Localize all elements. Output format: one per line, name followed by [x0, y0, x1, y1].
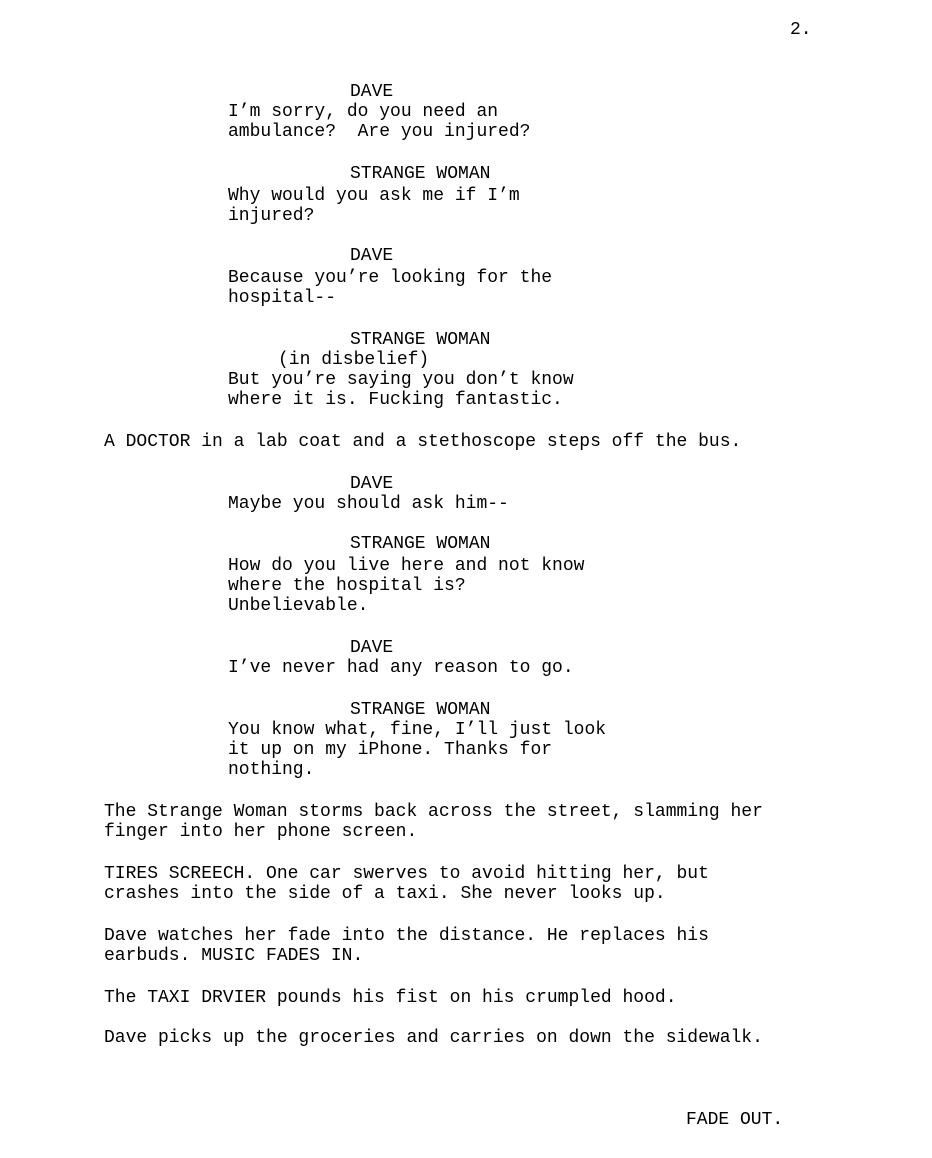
dialogue-dave: Because you’re looking for the hospital-- — [228, 268, 553, 308]
action-line: The Strange Woman storms back across the street, slamming her finger into her phone screen. — [104, 802, 763, 842]
character-strange-woman: STRANGE WOMAN — [350, 534, 491, 554]
dialogue-dave: Maybe you should ask him-- — [228, 494, 509, 514]
action-line: TIRES SCREECH. One car swerves to avoid hitting her, but crashes into the side of a taxi. She never looks up. — [104, 864, 709, 904]
action-line: The TAXI DRVIER pounds his fist on his crumpled hood. — [104, 988, 677, 1008]
dialogue-dave: I’m sorry, do you need an ambulance? Are you injured? — [228, 102, 531, 142]
character-strange-woman: STRANGE WOMAN — [350, 164, 491, 184]
character-dave: DAVE — [350, 82, 394, 102]
dialogue-strange-woman: You know what, fine, I’ll just look it up on my iPhone. Thanks for nothing. — [228, 720, 607, 780]
dialogue-strange-woman: But you’re saying you don’t know where it is. Fucking fantastic. — [228, 370, 574, 410]
dialogue-dave: I’ve never had any reason to go. — [228, 658, 574, 678]
character-strange-woman: STRANGE WOMAN — [350, 700, 491, 720]
action-line: Dave picks up the groceries and carries on down the sidewalk. — [104, 1028, 763, 1048]
action-line: Dave watches her fade into the distance. He replaces his earbuds. MUSIC FADES IN. — [104, 926, 709, 966]
page-number: 2. — [790, 20, 812, 40]
character-dave: DAVE — [350, 246, 394, 266]
character-dave: DAVE — [350, 638, 394, 658]
dialogue-strange-woman: How do you live here and not know where the hospital is? Unbelievable. — [228, 556, 585, 616]
transition-fade-out: FADE OUT. — [686, 1110, 784, 1130]
action-line: A DOCTOR in a lab coat and a stethoscope steps off the bus. — [104, 432, 742, 452]
character-strange-woman: STRANGE WOMAN — [350, 330, 491, 350]
dialogue-strange-woman: Why would you ask me if I’m injured? — [228, 186, 520, 226]
parenthetical: (in disbelief) — [278, 350, 430, 370]
character-dave: DAVE — [350, 474, 394, 494]
